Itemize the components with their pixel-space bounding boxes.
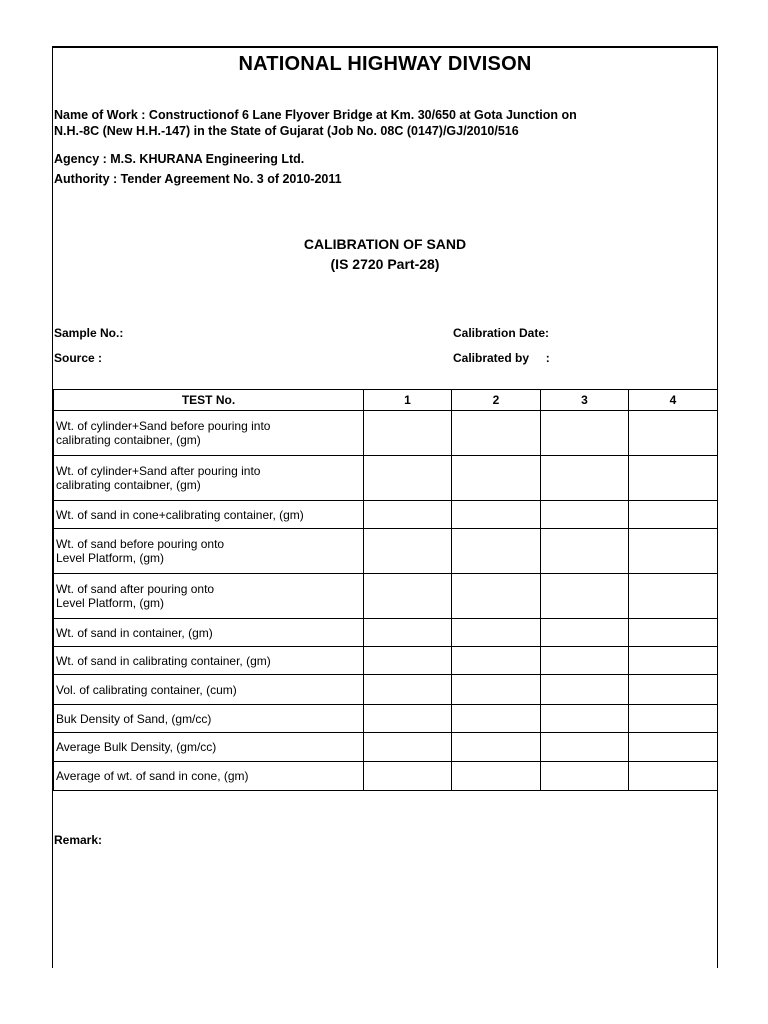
row-label bbox=[54, 456, 364, 501]
row-label bbox=[54, 411, 364, 456]
table-row bbox=[54, 647, 718, 675]
table-row bbox=[54, 619, 718, 647]
row-label bbox=[54, 762, 364, 791]
row-label-line-1: Wt. of sand in cone+calibrating container, (gm) bbox=[56, 507, 304, 522]
value-cell[interactable] bbox=[629, 529, 718, 574]
value-cell[interactable] bbox=[629, 705, 718, 733]
table-row bbox=[54, 574, 718, 619]
row-label-line-1: Vol. of calibrating container, (cum) bbox=[56, 682, 237, 697]
value-cell[interactable] bbox=[452, 733, 541, 762]
value-cell[interactable] bbox=[541, 733, 629, 762]
table-row bbox=[54, 705, 718, 733]
column-header: 1 bbox=[364, 390, 452, 411]
row-label-line-2: Level Platform, (gm) bbox=[56, 596, 165, 610]
work-name-line-1: Name of Work : Constructionof 6 Lane Flyover Bridge at Km. 30/650 at Gota Junction on bbox=[54, 108, 577, 122]
value-cell[interactable] bbox=[629, 456, 718, 501]
value-cell[interactable] bbox=[452, 529, 541, 574]
row-label-line-1: Wt. of cylinder+Sand after pouring into bbox=[56, 464, 261, 478]
value-cell[interactable] bbox=[364, 733, 452, 762]
value-cell[interactable] bbox=[629, 675, 718, 705]
value-cell[interactable] bbox=[629, 501, 718, 529]
value-cell[interactable] bbox=[541, 675, 629, 705]
value-cell[interactable] bbox=[364, 411, 452, 456]
row-label-line-1: Wt. of sand in container, (gm) bbox=[56, 625, 213, 640]
row-label-line-2: calibrating contaibner, (gm) bbox=[56, 478, 201, 492]
form-frame bbox=[52, 46, 718, 968]
value-cell[interactable] bbox=[364, 705, 452, 733]
value-cell[interactable] bbox=[452, 456, 541, 501]
value-cell[interactable] bbox=[541, 705, 629, 733]
value-cell[interactable] bbox=[452, 762, 541, 791]
value-cell[interactable] bbox=[452, 574, 541, 619]
value-cell[interactable] bbox=[541, 501, 629, 529]
remark-label: Remark: bbox=[54, 833, 103, 847]
row-label-line-2: calibrating contaibner, (gm) bbox=[56, 433, 201, 447]
value-cell[interactable] bbox=[452, 619, 541, 647]
value-cell[interactable] bbox=[364, 529, 452, 574]
section-title: CALIBRATION OF SAND bbox=[303, 236, 467, 252]
value-cell[interactable] bbox=[364, 501, 452, 529]
value-cell[interactable] bbox=[364, 675, 452, 705]
work-name-line-2: N.H.-8C (New H.H.-147) in the State of Gujarat (Job No. 08C (0147)/GJ/2010/516 bbox=[54, 124, 519, 138]
value-cell[interactable] bbox=[629, 762, 718, 791]
row-label-line-1: Wt. of sand after pouring onto bbox=[56, 582, 215, 596]
value-cell[interactable] bbox=[452, 501, 541, 529]
row-label bbox=[54, 501, 364, 529]
value-cell[interactable] bbox=[452, 411, 541, 456]
value-cell[interactable] bbox=[452, 705, 541, 733]
row-label bbox=[54, 733, 364, 762]
row-label-line-1: Average Bulk Density, (gm/cc) bbox=[56, 740, 217, 754]
row-label bbox=[54, 647, 364, 675]
column-header: 2 bbox=[452, 390, 541, 411]
authority-line: Authority : Tender Agreement No. 3 of 2010-2011 bbox=[54, 172, 342, 186]
sample-no-label: Sample No.: bbox=[54, 326, 124, 340]
value-cell[interactable] bbox=[629, 574, 718, 619]
row-label-line-1: Wt. of sand in calibrating container, (gm) bbox=[56, 653, 271, 668]
calibrated-by-label: Calibrated by : bbox=[453, 351, 550, 365]
table-row bbox=[54, 733, 718, 762]
value-cell[interactable] bbox=[541, 411, 629, 456]
table-row bbox=[54, 529, 718, 574]
value-cell[interactable] bbox=[541, 619, 629, 647]
value-cell[interactable] bbox=[629, 411, 718, 456]
agency-line: Agency : M.S. KHURANA Engineering Ltd. bbox=[54, 152, 305, 166]
value-cell[interactable] bbox=[541, 762, 629, 791]
value-cell[interactable] bbox=[629, 647, 718, 675]
row-label bbox=[54, 529, 364, 574]
value-cell[interactable] bbox=[629, 733, 718, 762]
calibration-table bbox=[53, 389, 718, 791]
row-label bbox=[54, 705, 364, 733]
value-cell[interactable] bbox=[452, 675, 541, 705]
source-label: Source : bbox=[54, 351, 103, 365]
table-row bbox=[54, 501, 718, 529]
table-row bbox=[54, 411, 718, 456]
column-header: 3 bbox=[541, 390, 629, 411]
value-cell[interactable] bbox=[364, 647, 452, 675]
page-title: NATIONAL HIGHWAY DIVISON bbox=[238, 53, 532, 75]
value-cell[interactable] bbox=[364, 762, 452, 791]
value-cell[interactable] bbox=[541, 529, 629, 574]
row-label-line-1: Wt. of cylinder+Sand before pouring into bbox=[56, 419, 271, 433]
row-label bbox=[54, 675, 364, 705]
value-cell[interactable] bbox=[364, 574, 452, 619]
table-row bbox=[54, 762, 718, 791]
row-label-line-1: Wt. of sand before pouring onto bbox=[56, 537, 225, 551]
value-cell[interactable] bbox=[364, 456, 452, 501]
test-no-header: TEST No. bbox=[54, 390, 364, 411]
table-row bbox=[54, 456, 718, 501]
value-cell[interactable] bbox=[541, 647, 629, 675]
calibration-date-label: Calibration Date: bbox=[453, 326, 550, 340]
table-row bbox=[54, 675, 718, 705]
row-label-line-1: Average of wt. of sand in cone, (gm) bbox=[56, 769, 249, 783]
table-body bbox=[54, 411, 718, 791]
section-subtitle: (IS 2720 Part-28) bbox=[330, 256, 440, 272]
table-header-row bbox=[54, 390, 718, 411]
value-cell[interactable] bbox=[452, 647, 541, 675]
row-label bbox=[54, 619, 364, 647]
value-cell[interactable] bbox=[629, 619, 718, 647]
row-label-line-2: Level Platform, (gm) bbox=[56, 551, 165, 565]
row-label-line-1: Buk Density of Sand, (gm/cc) bbox=[56, 711, 212, 726]
value-cell[interactable] bbox=[364, 619, 452, 647]
column-header: 4 bbox=[629, 390, 718, 411]
value-cell[interactable] bbox=[541, 574, 629, 619]
row-label bbox=[54, 574, 364, 619]
value-cell[interactable] bbox=[541, 456, 629, 501]
